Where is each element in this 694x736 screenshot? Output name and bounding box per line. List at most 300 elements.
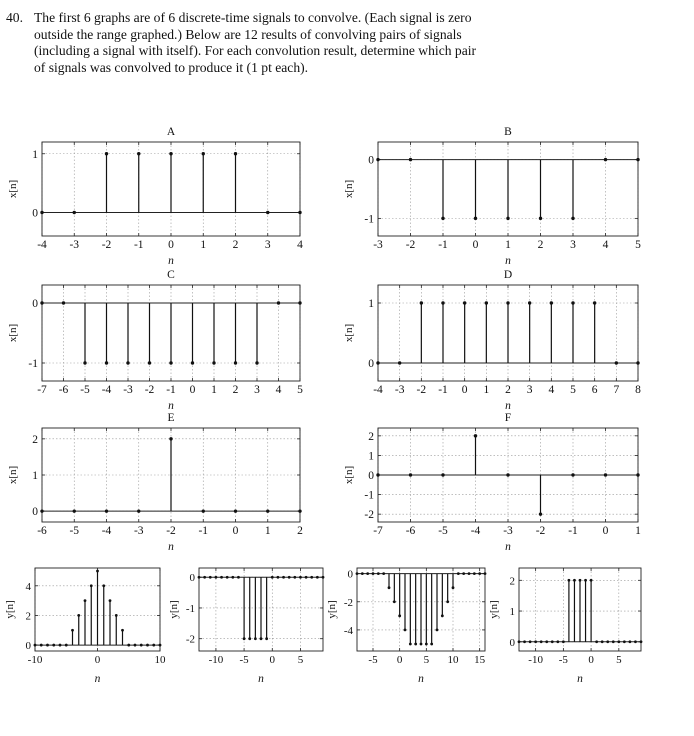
y-tick-label: -4 bbox=[343, 624, 353, 637]
stem-marker bbox=[202, 509, 205, 512]
stem-marker bbox=[146, 644, 149, 647]
stem-marker bbox=[316, 576, 319, 579]
stem-marker bbox=[528, 301, 531, 304]
x-tick-label: -5 bbox=[438, 525, 448, 537]
stem-marker bbox=[40, 644, 43, 647]
stem-marker bbox=[604, 473, 607, 476]
stem-marker bbox=[441, 301, 444, 304]
x-tick-label: -4 bbox=[37, 239, 47, 251]
stem-marker bbox=[65, 644, 68, 647]
stem-marker bbox=[523, 640, 526, 643]
x-tick-label: 3 bbox=[254, 384, 260, 396]
stem-marker bbox=[121, 629, 124, 632]
y-tick-label: -2 bbox=[364, 509, 374, 522]
stem-marker bbox=[134, 644, 137, 647]
y-tick-label: -1 bbox=[364, 489, 374, 502]
stem-marker bbox=[105, 361, 108, 364]
x-tick-label: -5 bbox=[368, 654, 378, 666]
x-tick-label: -2 bbox=[405, 239, 416, 251]
x-tick-label: 1 bbox=[505, 239, 511, 251]
x-tick-label: -10 bbox=[528, 654, 543, 666]
plot-title: F bbox=[504, 412, 512, 424]
stem-marker bbox=[584, 579, 587, 582]
y-axis-label: x[n] bbox=[343, 323, 355, 343]
stem-marker bbox=[484, 572, 487, 575]
stem-marker bbox=[414, 643, 417, 646]
x-tick-label: 4 bbox=[548, 384, 555, 396]
y-axis-label: x[n] bbox=[343, 179, 355, 199]
stem-marker bbox=[425, 643, 428, 646]
x-tick-label: 5 bbox=[570, 384, 576, 396]
y-tick-label: -1 bbox=[28, 358, 38, 370]
x-tick-label: 2 bbox=[232, 384, 239, 396]
x-tick-label: 2 bbox=[297, 525, 303, 537]
x-tick-label: -4 bbox=[101, 525, 112, 537]
y-tick-label: 1 bbox=[32, 470, 38, 482]
stem-marker bbox=[73, 211, 76, 214]
stem-marker bbox=[169, 361, 172, 364]
stem-marker bbox=[231, 576, 234, 579]
stem-marker bbox=[288, 576, 291, 579]
y-tick-label: 0 bbox=[368, 470, 374, 482]
x-tick-label: -1 bbox=[133, 239, 144, 251]
stem-marker bbox=[420, 643, 423, 646]
x-tick-label: 3 bbox=[570, 239, 576, 251]
x-tick-label: 5 bbox=[423, 654, 430, 666]
x-tick-label: -3 bbox=[69, 239, 80, 251]
stem-marker bbox=[529, 640, 532, 643]
question-line-text: The first 6 graphs are of 6 discrete-time signals to convolve. (Each signal is zero bbox=[34, 10, 472, 25]
y-axis-label: x[n] bbox=[343, 465, 355, 485]
stem-marker bbox=[463, 301, 466, 304]
x-tick-label: 8 bbox=[635, 384, 641, 396]
stem-marker bbox=[237, 576, 240, 579]
x-tick-label: 4 bbox=[297, 239, 303, 251]
x-tick-label: 6 bbox=[591, 384, 598, 396]
x-axis-label: n bbox=[258, 673, 264, 685]
x-axis-label: n bbox=[577, 673, 583, 685]
x-tick-label: -3 bbox=[123, 384, 133, 396]
x-tick-label: 1 bbox=[483, 384, 490, 396]
stem-marker bbox=[298, 509, 301, 512]
stem-marker bbox=[474, 217, 477, 220]
stem-marker bbox=[485, 301, 488, 304]
stem-marker bbox=[518, 640, 521, 643]
stem-marker bbox=[226, 576, 229, 579]
stem-marker bbox=[441, 217, 444, 220]
stem-marker bbox=[366, 572, 369, 575]
stem-marker bbox=[634, 640, 637, 643]
y-tick-label: 4 bbox=[25, 580, 31, 593]
x-axis-label: n bbox=[168, 255, 174, 267]
stem-marker bbox=[40, 509, 43, 512]
stem-marker bbox=[446, 600, 449, 603]
y-tick-label: 2 bbox=[509, 575, 515, 588]
stem-marker bbox=[356, 572, 359, 575]
stem-marker bbox=[137, 509, 140, 512]
stem-marker bbox=[109, 599, 112, 602]
y-axis-label: x[n] bbox=[7, 465, 19, 485]
x-tick-label: -10 bbox=[27, 654, 43, 666]
x-axis-label: n bbox=[168, 541, 174, 553]
stem-marker bbox=[260, 637, 263, 640]
stem-marker bbox=[604, 158, 607, 161]
stem-marker bbox=[254, 637, 257, 640]
stem-marker bbox=[398, 614, 401, 617]
stem-marker bbox=[441, 614, 444, 617]
stem-marker bbox=[282, 576, 285, 579]
x-tick-label: 0 bbox=[232, 525, 239, 537]
y-tick-label: 0 bbox=[32, 506, 38, 519]
y-axis-label: y[n] bbox=[4, 600, 16, 619]
stem-marker bbox=[430, 643, 433, 646]
stem-marker bbox=[148, 361, 151, 364]
x-tick-label: 7 bbox=[613, 384, 620, 396]
stem-marker bbox=[545, 640, 548, 643]
y-axis-label: y[n] bbox=[488, 600, 500, 619]
x-tick-label: 0 bbox=[94, 654, 101, 666]
stem-marker bbox=[105, 152, 108, 155]
stem-marker bbox=[579, 579, 582, 582]
stem-marker bbox=[198, 576, 201, 579]
x-tick-label: 3 bbox=[526, 384, 533, 396]
stem-plot-c bbox=[7, 269, 303, 412]
stem-marker bbox=[305, 576, 308, 579]
stem-marker bbox=[388, 586, 391, 589]
stem-marker bbox=[84, 599, 87, 602]
stem-marker bbox=[34, 644, 37, 647]
stem-marker bbox=[468, 572, 471, 575]
stem-marker bbox=[376, 361, 379, 364]
stem-marker bbox=[540, 640, 543, 643]
x-tick-label: 10 bbox=[154, 654, 166, 666]
x-tick-label: -4 bbox=[470, 525, 481, 537]
x-tick-label: -2 bbox=[101, 239, 112, 251]
x-tick-label: 5 bbox=[297, 384, 303, 396]
stem-plot-y4 bbox=[488, 568, 642, 685]
stem-marker bbox=[573, 579, 576, 582]
stem-marker bbox=[298, 211, 301, 214]
stem-marker bbox=[322, 576, 325, 579]
y-tick-label: 0 bbox=[189, 572, 195, 585]
stem-plot-y1 bbox=[4, 568, 166, 685]
stem-marker bbox=[62, 301, 65, 304]
stem-plot-f bbox=[343, 412, 641, 553]
x-tick-label: -3 bbox=[503, 525, 513, 537]
stem-marker bbox=[96, 570, 99, 573]
x-tick-label: 0 bbox=[168, 239, 174, 251]
x-tick-label: 2 bbox=[537, 239, 544, 251]
stem-marker bbox=[169, 152, 172, 155]
stem-marker bbox=[212, 361, 215, 364]
x-tick-label: -10 bbox=[208, 654, 224, 666]
x-tick-label: -1 bbox=[438, 239, 448, 251]
x-tick-label: -7 bbox=[37, 384, 47, 396]
stem-marker bbox=[248, 637, 251, 640]
stem-marker bbox=[169, 437, 172, 440]
stem-marker bbox=[40, 301, 43, 304]
x-tick-label: 15 bbox=[474, 654, 486, 666]
x-tick-label: 5 bbox=[616, 654, 622, 666]
stem-marker bbox=[126, 361, 129, 364]
x-tick-label: -5 bbox=[69, 525, 80, 537]
stem-marker bbox=[615, 361, 618, 364]
stem-plot-e bbox=[7, 412, 303, 553]
stem-marker bbox=[215, 576, 218, 579]
stem-marker bbox=[404, 628, 407, 631]
x-tick-label: 4 bbox=[602, 239, 609, 251]
stem-marker bbox=[102, 584, 105, 587]
y-tick-label: 0 bbox=[32, 207, 38, 220]
stem-marker bbox=[71, 629, 74, 632]
y-tick-label: 0 bbox=[368, 358, 374, 370]
stem-marker bbox=[452, 586, 455, 589]
stem-marker bbox=[571, 217, 574, 220]
stem-marker bbox=[550, 301, 553, 304]
x-axis-label: n bbox=[505, 400, 511, 412]
stem-marker bbox=[243, 637, 246, 640]
x-tick-label: 0 bbox=[189, 384, 196, 396]
stem-marker bbox=[593, 301, 596, 304]
stem-marker bbox=[420, 301, 423, 304]
x-tick-label: 0 bbox=[461, 384, 468, 396]
stem-marker bbox=[601, 640, 604, 643]
y-axis-label: y[n] bbox=[168, 600, 180, 619]
x-tick-label: -3 bbox=[394, 384, 405, 396]
x-tick-label: 0 bbox=[396, 654, 403, 666]
stem-marker bbox=[623, 640, 626, 643]
plot-title: D bbox=[503, 269, 513, 281]
stem-plot-b bbox=[343, 126, 641, 267]
stem-marker bbox=[539, 512, 542, 515]
y-axis-label: x[n] bbox=[7, 323, 19, 343]
stem-marker bbox=[539, 217, 542, 220]
stem-marker bbox=[506, 217, 509, 220]
stem-marker bbox=[310, 576, 313, 579]
stem-marker bbox=[209, 576, 212, 579]
x-axis-label: n bbox=[94, 673, 101, 685]
x-tick-label: -6 bbox=[58, 384, 69, 396]
y-tick-label: 0 bbox=[368, 154, 374, 167]
stem-marker bbox=[298, 301, 301, 304]
plot-title: C bbox=[167, 269, 175, 281]
stem-marker bbox=[159, 644, 162, 647]
stem-marker bbox=[299, 576, 302, 579]
stem-marker bbox=[59, 644, 62, 647]
x-tick-label: 4 bbox=[275, 384, 282, 396]
x-tick-label: 1 bbox=[635, 525, 641, 537]
x-tick-label: 10 bbox=[447, 654, 459, 666]
stem-marker bbox=[571, 301, 574, 304]
y-tick-label: 0 bbox=[509, 636, 515, 649]
y-tick-label: -1 bbox=[185, 602, 195, 615]
x-axis-label: n bbox=[168, 400, 174, 412]
x-axis-label: n bbox=[505, 541, 511, 553]
question-line: outside the range graphed.) Below are 12 results of convolving pairs of signals bbox=[34, 26, 462, 42]
x-tick-label: 1 bbox=[264, 525, 271, 537]
y-axis-label: y[n] bbox=[326, 600, 338, 619]
stem-marker bbox=[255, 361, 258, 364]
stem-marker bbox=[234, 509, 237, 512]
stem-marker bbox=[372, 572, 375, 575]
stem-marker bbox=[595, 640, 598, 643]
stem-marker bbox=[266, 509, 269, 512]
stem-marker bbox=[398, 361, 401, 364]
stem-marker bbox=[277, 576, 280, 579]
stem-marker bbox=[202, 152, 205, 155]
stem-marker bbox=[457, 572, 460, 575]
x-tick-label: 5 bbox=[635, 239, 641, 251]
x-tick-label: 0 bbox=[472, 239, 479, 251]
stem-marker bbox=[590, 579, 593, 582]
x-tick-label: 1 bbox=[200, 239, 207, 251]
stem-marker bbox=[127, 644, 130, 647]
stem-marker bbox=[73, 509, 76, 512]
y-tick-label: 0 bbox=[25, 640, 31, 653]
plot-title: E bbox=[167, 412, 175, 424]
x-tick-label: 2 bbox=[232, 239, 239, 251]
x-tick-label: 0 bbox=[588, 654, 594, 666]
x-tick-label: 2 bbox=[505, 384, 511, 396]
stem-marker bbox=[90, 584, 93, 587]
stem-marker bbox=[506, 473, 509, 476]
stem-marker bbox=[83, 361, 86, 364]
question-line: (including a signal with itself). For each convolution result, determine which pair bbox=[34, 43, 477, 58]
x-tick-label: 1 bbox=[211, 384, 217, 396]
question-number: 40. bbox=[6, 10, 23, 25]
y-tick-label: -2 bbox=[185, 633, 195, 646]
stem-marker bbox=[636, 473, 639, 476]
stem-marker bbox=[556, 640, 559, 643]
y-tick-label: 1 bbox=[368, 450, 374, 463]
stem-marker bbox=[436, 628, 439, 631]
stem-marker bbox=[551, 640, 554, 643]
y-tick-label: 1 bbox=[32, 148, 38, 161]
x-tick-label: 0 bbox=[602, 525, 609, 537]
x-tick-label: -1 bbox=[438, 384, 448, 396]
y-tick-label: -1 bbox=[364, 213, 374, 226]
y-tick-label: 1 bbox=[509, 606, 515, 619]
stem-marker bbox=[234, 361, 237, 364]
stem-marker bbox=[640, 640, 643, 643]
x-tick-label: -6 bbox=[405, 525, 416, 537]
y-tick-label: 2 bbox=[32, 433, 38, 446]
stem-marker bbox=[376, 158, 379, 161]
stem-plot-d bbox=[343, 269, 641, 412]
y-tick-label: 1 bbox=[368, 298, 374, 310]
x-axis-label: n bbox=[418, 673, 424, 685]
stem-marker bbox=[571, 473, 574, 476]
stem-marker bbox=[361, 572, 364, 575]
plot-title: B bbox=[504, 126, 512, 138]
x-tick-label: -1 bbox=[568, 525, 578, 537]
x-tick-label: -3 bbox=[373, 239, 383, 251]
y-tick-label: 2 bbox=[368, 430, 374, 443]
stem-marker bbox=[77, 614, 80, 617]
x-tick-label: 0 bbox=[269, 654, 276, 666]
stem-marker bbox=[220, 576, 223, 579]
x-tick-label: -1 bbox=[198, 525, 209, 537]
stem-marker bbox=[140, 644, 143, 647]
x-axis-label: n bbox=[505, 255, 511, 267]
stem-marker bbox=[191, 361, 194, 364]
stem-marker bbox=[203, 576, 206, 579]
stem-marker bbox=[612, 640, 615, 643]
x-tick-label: -4 bbox=[373, 384, 383, 396]
stem-marker bbox=[376, 473, 379, 476]
stem-marker bbox=[606, 640, 609, 643]
plot-title: A bbox=[166, 126, 176, 138]
stem-marker bbox=[105, 509, 108, 512]
stem-marker bbox=[506, 301, 509, 304]
stem-marker bbox=[277, 301, 280, 304]
stem-marker bbox=[265, 637, 268, 640]
y-tick-label: -2 bbox=[343, 596, 353, 609]
x-tick-label: -2 bbox=[535, 525, 546, 537]
stem-marker bbox=[409, 473, 412, 476]
x-tick-label: -7 bbox=[373, 525, 383, 537]
stem-marker bbox=[266, 211, 269, 214]
x-tick-label: -5 bbox=[80, 384, 90, 396]
stem-plot-y2 bbox=[168, 568, 324, 685]
stem-marker bbox=[636, 158, 639, 161]
stem-marker bbox=[629, 640, 632, 643]
stem-marker bbox=[568, 579, 571, 582]
stem-marker bbox=[137, 152, 140, 155]
x-tick-label: -5 bbox=[239, 654, 249, 666]
y-axis-label: x[n] bbox=[7, 179, 19, 199]
stem-marker bbox=[377, 572, 380, 575]
stem-marker bbox=[534, 640, 537, 643]
x-tick-label: 3 bbox=[264, 239, 271, 251]
y-tick-label: 2 bbox=[25, 610, 31, 623]
x-tick-label: -2 bbox=[416, 384, 427, 396]
stem-marker bbox=[478, 572, 481, 575]
stem-marker bbox=[462, 572, 465, 575]
stem-marker bbox=[382, 572, 385, 575]
stem-marker bbox=[409, 158, 412, 161]
stem-marker bbox=[271, 576, 274, 579]
stem-marker bbox=[152, 644, 155, 647]
x-tick-label: -1 bbox=[166, 384, 176, 396]
x-tick-label: -5 bbox=[558, 654, 568, 666]
x-tick-label: -6 bbox=[37, 525, 47, 537]
stem-marker bbox=[617, 640, 620, 643]
x-tick-label: 5 bbox=[297, 654, 304, 666]
stem-marker bbox=[393, 600, 396, 603]
stem-marker bbox=[293, 576, 296, 579]
x-tick-label: -3 bbox=[133, 525, 144, 537]
y-tick-label: 0 bbox=[347, 568, 353, 581]
y-tick-label: 0 bbox=[32, 298, 38, 310]
stem-marker bbox=[636, 361, 639, 364]
x-tick-label: -4 bbox=[101, 384, 112, 396]
x-tick-label: -2 bbox=[166, 525, 176, 537]
stem-marker bbox=[52, 644, 55, 647]
stem-marker bbox=[115, 614, 118, 617]
stem-marker bbox=[473, 572, 476, 575]
stem-plot-a bbox=[7, 126, 303, 267]
stem-marker bbox=[441, 473, 444, 476]
x-tick-label: -2 bbox=[144, 384, 155, 396]
stem-marker bbox=[474, 434, 477, 437]
question-line: of signals was convolved to produce it (1 pt each). bbox=[34, 59, 309, 75]
stem-marker bbox=[40, 211, 43, 214]
stem-marker bbox=[234, 152, 237, 155]
stem-plot-y3 bbox=[326, 568, 486, 685]
stem-marker bbox=[46, 644, 49, 647]
stem-marker bbox=[562, 640, 565, 643]
